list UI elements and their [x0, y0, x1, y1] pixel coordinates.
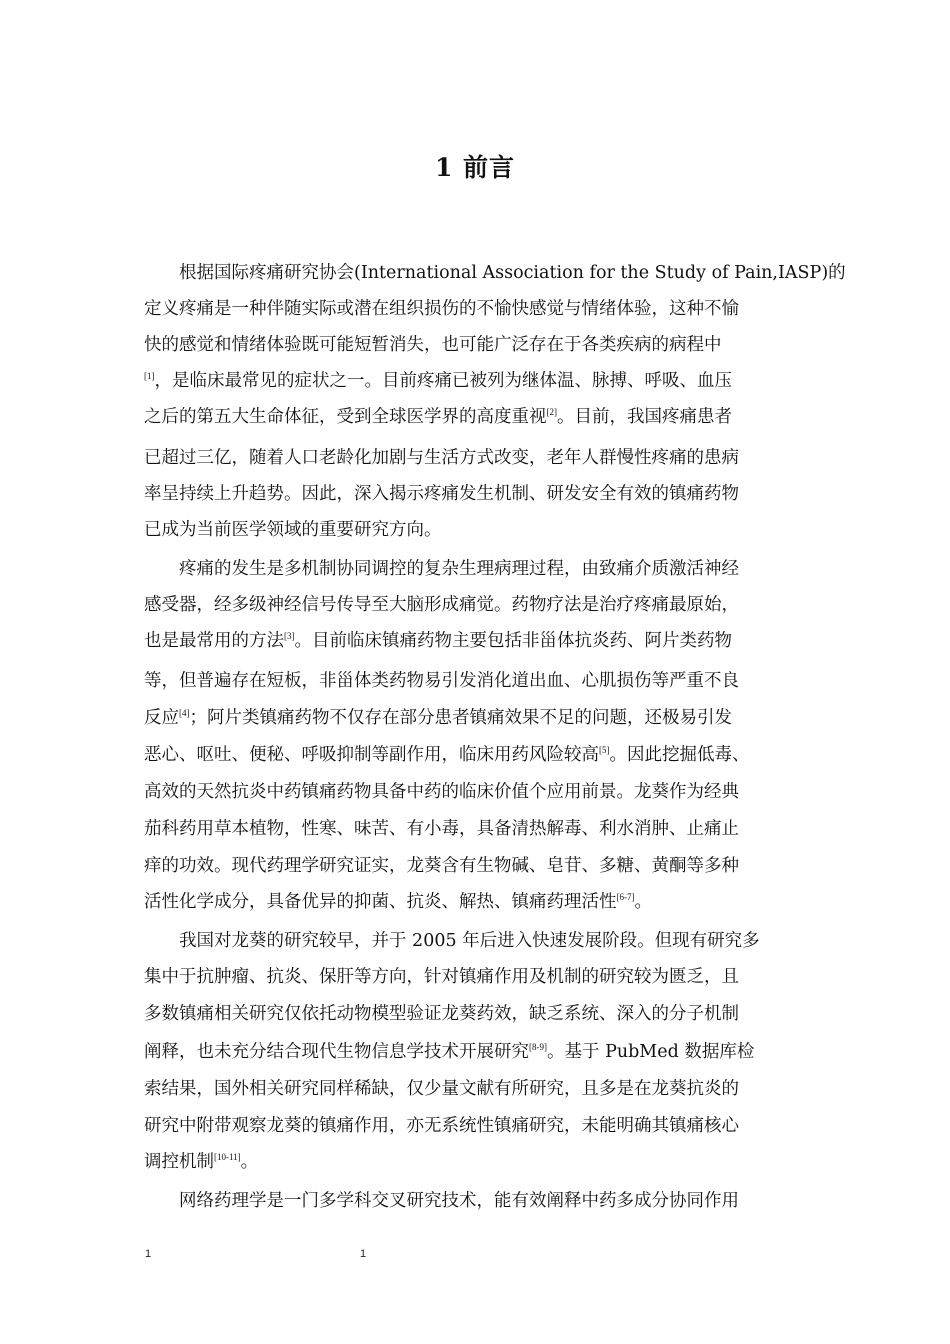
- citation: [2]: [546, 407, 557, 417]
- text-run: 。: [634, 892, 652, 912]
- text-run: 恶心、呕吐、便秘、呼吸抑制等副作用，临床用药风险较高: [144, 745, 599, 765]
- text-line-15: [144, 780, 739, 804]
- text-run: 调控机制: [144, 1152, 214, 1172]
- text-run: 也是最常用的方法: [144, 631, 284, 651]
- text-line-24: [144, 1114, 739, 1138]
- text-line-2: [144, 297, 739, 321]
- text-line-6: [144, 446, 739, 470]
- text-run: 茄科药用草本植物，性寒、味苦、有小毒，具备清热解毒、利水消肿、止痛止: [144, 819, 739, 839]
- citation: [10-11]: [214, 1152, 241, 1162]
- text-line-20: [144, 965, 739, 989]
- text-line-11: [144, 629, 732, 653]
- text-run: 反应: [144, 708, 179, 728]
- citation: [5]: [599, 745, 610, 755]
- citation: [6-7]: [616, 892, 635, 902]
- text-line-17: [144, 854, 739, 878]
- text-run: 集中于抗肿瘤、抗炎、保肝等方向，针对镇痛作用及机制的研究较为匮乏，且: [144, 967, 739, 987]
- text-line-4: [144, 369, 732, 393]
- text-run: 率呈持续上升趋势。因此，深入揭示疼痛发生机制、研发安全有效的镇痛药物: [144, 484, 739, 504]
- text-run: 。: [240, 1152, 259, 1172]
- text-run: 网络药理学是一门多学科交叉研究技术，能有效阐释中药多成分协同作用: [179, 1191, 739, 1211]
- text-run: 活性化学成分，具备优异的抑菌、抗炎、解热、镇痛药理活性: [144, 892, 617, 912]
- text-line-16: [144, 817, 739, 841]
- text-run: 高效的天然抗炎中药镇痛药物具备中药的临床价值个应用前景。龙葵作为经典: [144, 782, 739, 802]
- text-line-1: [179, 261, 846, 285]
- text-run: 快的感觉和情绪体验既可能短暂消失，也可能广泛存在于各类疾病的病程中: [144, 335, 722, 355]
- text-run: 痒的功效。现代药理学研究证实，龙葵含有生物碱、皂苷、多糖、黄酮等多种: [144, 856, 739, 876]
- text-line-3: [144, 333, 722, 357]
- text-run: 感受器，经多级神经信号传导至大脑形成痛觉。药物疗法是治疗疼痛最原始，: [144, 595, 739, 615]
- text-line-5: [144, 405, 732, 429]
- text-line-19: [179, 929, 760, 953]
- text-line-22: [144, 1040, 754, 1064]
- text-line-9: [179, 557, 739, 581]
- text-run: 研究中附带观察龙葵的镇痛作用，亦无系统性镇痛研究，未能明确其镇痛核心: [144, 1116, 739, 1136]
- text-line-14: [144, 743, 750, 767]
- text-line-26: [179, 1189, 739, 1213]
- text-run: 多数镇痛相关研究仅依托动物模型验证龙葵药效，缺乏系统、深入的分子机制: [144, 1004, 739, 1024]
- text-run: 索结果，国外相关研究同样稀缺，仅少量文献有所研究，且多是在龙葵抗炎的: [144, 1079, 739, 1099]
- text-line-21: [144, 1002, 739, 1026]
- text-run: ；阿片类镇痛药物不仅存在部分患者镇痛效果不足的问题，还极易引发: [189, 708, 732, 728]
- text-run: 根据国际疼痛研究协会(International Association for the Study of Pain,IASP)的: [179, 263, 846, 283]
- citation: [3]: [284, 631, 295, 641]
- text-run: 定义疼痛是一种伴随实际或潜在组织损伤的不愉快感觉与情绪体验，这种不愉: [144, 299, 739, 319]
- text-line-7: [144, 482, 739, 506]
- text-line-10: [144, 593, 739, 617]
- text-line-12: [144, 669, 739, 693]
- citation: [4]: [179, 708, 190, 718]
- footer-page-number-center: 1: [360, 1248, 367, 1260]
- text-run: 已超过三亿，随着人口老龄化加剧与生活方式改变，老年人群慢性疼痛的患病: [144, 448, 739, 468]
- text-line-13: [144, 706, 732, 730]
- text-run: ，是临床最常见的症状之一。目前疼痛已被列为继体温、脉搏、呼吸、血压: [154, 371, 732, 391]
- text-line-8: [144, 518, 442, 542]
- text-run: 。因此挖掘低毒、: [609, 745, 750, 765]
- text-line-18: [144, 890, 652, 914]
- text-run: 我国对龙葵的研究较早，并于 2005 年后进入快速发展阶段。但现有研究多: [179, 931, 760, 951]
- text-run: 疼痛的发生是多机制协同调控的复杂生理病理过程，由致痛介质激活神经: [179, 559, 739, 579]
- text-run: 之后的第五大生命体征，受到全球医学界的高度重视: [144, 407, 547, 427]
- footer-page-number-left: 1: [145, 1248, 152, 1260]
- text-run: 已成为当前医学领域的重要研究方向。: [144, 520, 442, 540]
- citation: [8-9]: [529, 1042, 547, 1052]
- text-line-25: [144, 1150, 258, 1174]
- text-run: 阐释，也未充分结合现代生物信息学技术开展研究: [144, 1042, 529, 1062]
- text-line-23: [144, 1077, 739, 1101]
- text-run: 。目前临床镇痛药物主要包括非甾体抗炎药、阿片类药物: [294, 631, 732, 651]
- text-run: 。基于 PubMed 数据库检: [547, 1042, 755, 1062]
- text-run: 等，但普遍存在短板，非甾体类药物易引发消化道出血、心肌损伤等严重不良: [144, 671, 739, 691]
- text-run: 。目前，我国疼痛患者: [557, 407, 732, 427]
- citation: [1]: [144, 371, 155, 381]
- section-title: 1 前言: [434, 153, 516, 182]
